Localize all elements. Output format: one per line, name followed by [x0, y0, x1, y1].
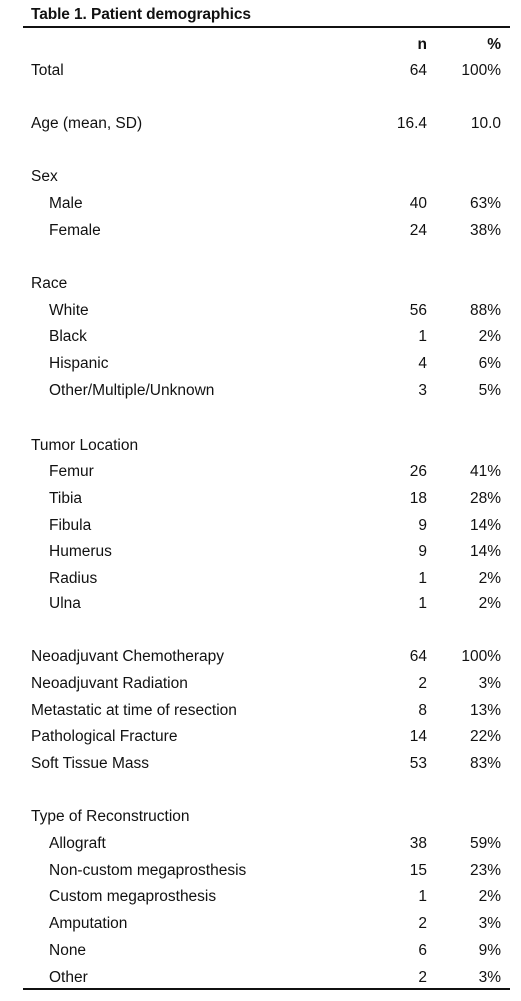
row-label: Tibia [49, 490, 83, 507]
row-n: 40 [409, 195, 427, 212]
table-row [0, 353, 521, 375]
row-n: 24 [409, 222, 427, 239]
section-header [0, 273, 521, 295]
row-label: Neoadjuvant Radiation [31, 675, 188, 692]
row-n: 16.4 [396, 115, 427, 132]
row-pct: 10.0 [470, 115, 501, 132]
row-n: 56 [409, 302, 427, 319]
table-header-row [0, 34, 521, 56]
row-n: 38 [409, 835, 427, 852]
table-row [0, 220, 521, 242]
row-pct: 9% [478, 942, 501, 959]
table-row [0, 300, 521, 322]
row-pct: 3% [478, 915, 501, 932]
row-label: None [49, 942, 87, 959]
row-n: 14 [409, 728, 427, 745]
row-label: Male [49, 195, 83, 212]
row-pct: 63% [469, 195, 501, 212]
row-n: 2 [418, 675, 427, 692]
row-n: 2 [418, 969, 427, 986]
row-n: 53 [409, 755, 427, 772]
table-row [0, 967, 521, 989]
row-n: 1 [418, 570, 427, 587]
row-pct: 23% [469, 862, 501, 879]
table-row [0, 673, 521, 695]
row-n: 1 [418, 888, 427, 905]
row-label: Female [49, 222, 101, 239]
row-n: 6 [418, 942, 427, 959]
row-label: Hispanic [49, 355, 109, 372]
row-pct: 5% [478, 382, 501, 399]
table-row [0, 940, 521, 962]
row-pct: 41% [469, 463, 501, 480]
row-pct: 83% [469, 755, 501, 772]
section-header [0, 806, 521, 828]
row-n: 26 [409, 463, 427, 480]
row-label: Tumor Location [31, 437, 139, 454]
row-pct: 100% [461, 62, 501, 79]
table-row [0, 568, 521, 590]
table-top-rule [23, 26, 510, 28]
table-row [0, 515, 521, 537]
table-row [0, 488, 521, 510]
row-label: Soft Tissue Mass [31, 755, 150, 772]
header-pct: % [487, 36, 501, 53]
row-n: 2 [418, 915, 427, 932]
section-header [0, 435, 521, 457]
row-pct: 59% [469, 835, 501, 852]
row-n: 64 [409, 648, 427, 665]
table-row [0, 700, 521, 722]
row-label: Total [31, 62, 64, 79]
row-label: Fibula [49, 517, 92, 534]
table-row [0, 860, 521, 882]
row-label: Amputation [49, 915, 128, 932]
row-pct: 2% [478, 328, 501, 345]
row-n: 3 [418, 382, 427, 399]
row-label: Metastatic at time of resection [31, 702, 237, 719]
row-label: Neoadjuvant Chemotherapy [31, 648, 225, 665]
row-n: 18 [409, 490, 427, 507]
table-row [0, 380, 521, 402]
row-pct: 38% [469, 222, 501, 239]
table-row [0, 753, 521, 775]
row-label: Race [31, 275, 68, 292]
row-pct: 14% [469, 517, 501, 534]
row-pct: 6% [478, 355, 501, 372]
row-pct: 13% [469, 702, 501, 719]
table-row [0, 913, 521, 935]
row-pct: 2% [478, 888, 501, 905]
row-label: White [49, 302, 89, 319]
row-label: Other [49, 969, 88, 986]
section-header [0, 166, 521, 188]
row-pct: 3% [478, 969, 501, 986]
row-pct: 100% [461, 648, 501, 665]
row-n: 8 [418, 702, 427, 719]
table-row [0, 833, 521, 855]
row-label: Non-custom megaprosthesis [49, 862, 247, 879]
table-row [0, 646, 521, 668]
row-n: 9 [418, 543, 427, 560]
row-label: Ulna [49, 595, 81, 612]
table-bottom-rule [23, 988, 510, 990]
table-row [0, 113, 521, 135]
row-label: Custom megaprosthesis [49, 888, 217, 905]
table-row [0, 593, 521, 615]
row-label: Sex [31, 168, 58, 185]
row-n: 1 [418, 328, 427, 345]
table-row [0, 326, 521, 348]
row-label: Pathological Fracture [31, 728, 178, 745]
table-row [0, 886, 521, 908]
table-row [0, 461, 521, 483]
table-caption: Table 1. Patient demographics [31, 6, 251, 23]
row-label: Allograft [49, 835, 106, 852]
row-pct: 22% [469, 728, 501, 745]
table-row [0, 541, 521, 563]
row-pct: 2% [478, 595, 501, 612]
row-label: Age (mean, SD) [31, 115, 143, 132]
row-pct: 14% [469, 543, 501, 560]
row-pct: 3% [478, 675, 501, 692]
row-pct: 2% [478, 570, 501, 587]
table-row [0, 193, 521, 215]
row-label: Radius [49, 570, 98, 587]
row-n: 4 [418, 355, 427, 372]
table-row [0, 60, 521, 82]
table-row [0, 726, 521, 748]
row-pct: 88% [469, 302, 501, 319]
row-label: Type of Reconstruction [31, 808, 190, 825]
row-n: 15 [409, 862, 427, 879]
row-label: Black [49, 328, 87, 345]
row-n: 1 [418, 595, 427, 612]
row-label: Other/Multiple/Unknown [49, 382, 215, 399]
header-n: n [417, 36, 427, 53]
row-n: 64 [409, 62, 427, 79]
row-label: Femur [49, 463, 94, 480]
row-n: 9 [418, 517, 427, 534]
row-pct: 28% [469, 490, 501, 507]
row-label: Humerus [49, 543, 112, 560]
